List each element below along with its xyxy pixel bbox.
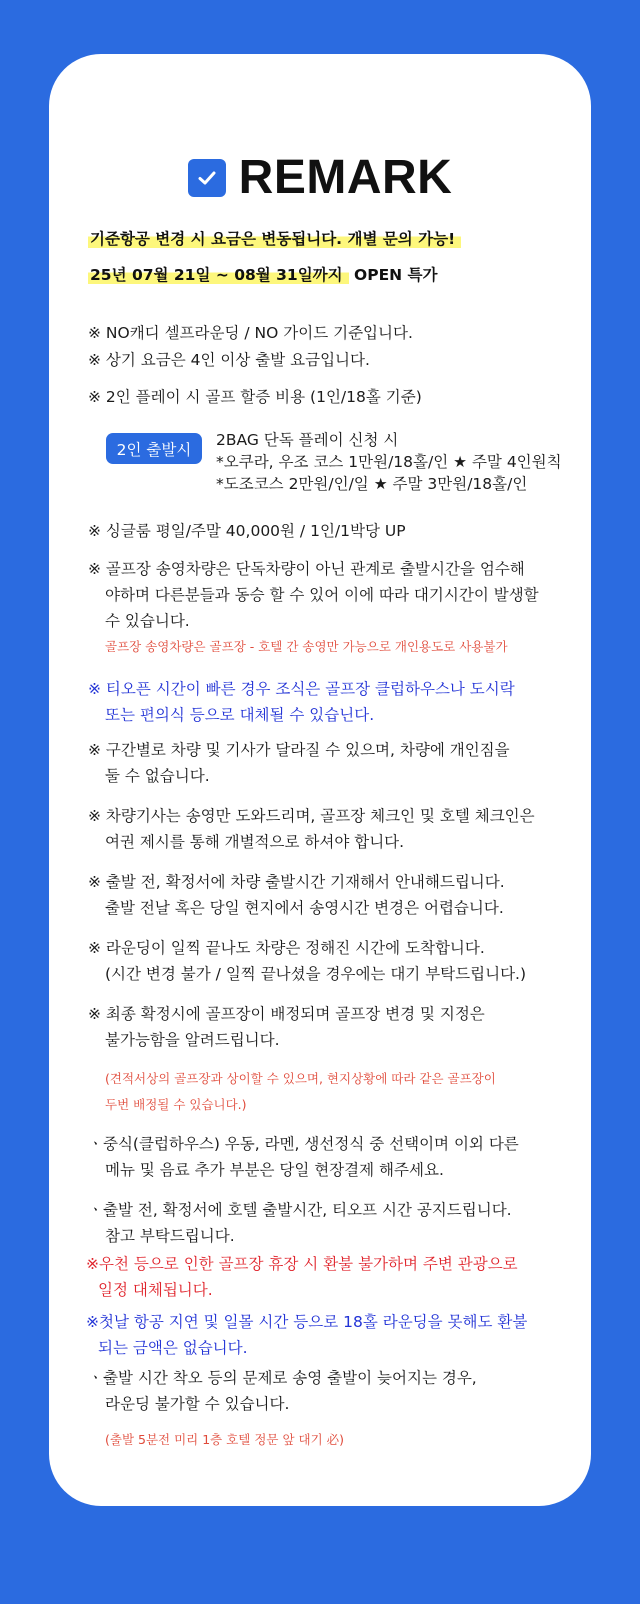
notice-open-special: 25년 07월 21일 ~ 08월 31일까지 OPEN 특가 [90,266,438,284]
two-person-line: *오쿠라, 우조 코스 1만원/18홀/인 ★ 주말 4인원칙 [216,453,562,471]
note-shuttle: 야하며 다른분들과 동승 할 수 있어 이에 따라 대기시간이 발생할 [105,586,539,604]
note-lunch: 메뉴 및 음료 추가 부분은 당일 현장결제 해주세요. [105,1161,444,1179]
page-title: REMARK [238,151,453,204]
note-flight-delay: 되는 금액은 없습니다. [98,1339,248,1357]
note-late-departure: 라운딩 불가할 수 있습니다. [105,1395,290,1413]
notice-fare-change: 기준항공 변경 시 요금은 변동됩니다. 개별 문의 가능! [88,227,461,249]
note-driver: 여권 제시를 통해 개별적으로 하셔야 합니다. [105,833,405,851]
note-driver: ※ 차량기사는 송영만 도와드리며, 골프장 체크인 및 호텔 체크인은 [88,807,535,825]
note-breakfast: 또는 편의식 등으로 대체될 수 있습닌다. [105,706,375,724]
note-rounding-early: ※ 라운딩이 일찍 끝나도 차량은 정해진 시간에 도착합니다. [88,939,485,957]
note-shuttle: ※ 골프장 송영차량은 단독차량이 아닌 관계로 출발시간을 엄수해 [88,560,525,578]
note-vehicle: ※ 구간별로 차량 및 기사가 달라질 수 있으며, 차량에 개인짐을 [88,741,510,759]
note-breakfast: ※ 티오픈 시간이 빠른 경우 조식은 골프장 클럽하우스나 도시락 [88,680,515,698]
note-course-assign-sub: (견적서상의 골프장과 상이할 수 있으며, 현지상황에 따라 같은 골프장이 [105,1071,496,1086]
note-departure-time: ※ 출발 전, 확정서에 차량 출발시간 기재해서 안내해드립니다. [88,873,505,891]
two-person-line: 2BAG 단독 플레이 신청 시 [216,431,399,449]
note-single-room: ※ 싱글룸 평일/주말 40,000원 / 1인/1박당 UP [88,522,406,540]
note-course-assign: 불가능함을 알려드립니다. [105,1031,280,1049]
two-person-badge: 2인 출발시 [106,433,202,464]
note-course-assign-sub: 두번 배정될 수 있습니다.) [105,1097,247,1112]
note-four-person: ※ 상기 요금은 4인 이상 출발 요금입니다. [88,351,370,369]
note-vehicle: 둘 수 없습니다. [105,767,210,785]
header [0,150,640,205]
note-flight-delay: ※첫날 항공 지연 및 일몰 시간 등으로 18홀 라운딩을 못해도 환불 [86,1313,528,1331]
note-hotel-time: ㆍ출발 전, 확정서에 호텔 출발시간, 티오프 시간 공지드립니다. [88,1201,512,1219]
note-late-departure-sub: (출발 5분전 미리 1층 호텔 정문 앞 대기 必) [105,1432,344,1447]
note-rain-refund: ※우천 등으로 인한 골프장 휴장 시 환불 불가하며 주변 관광으로 [86,1255,518,1273]
note-late-departure: ㆍ출발 시간 착오 등의 문제로 송영 출발이 늦어지는 경우, [88,1369,477,1387]
note-course-assign: ※ 최종 확정시에 골프장이 배정되며 골프장 변경 및 지정은 [88,1005,485,1023]
note-rain-refund: 일정 대체됩니다. [98,1281,213,1299]
note-shuttle: 수 있습니다. [105,612,190,630]
checkbox-check-icon [188,159,226,197]
note-hotel-time: 참고 부탁드립니다. [105,1227,235,1245]
note-two-player: ※ 2인 플레이 시 골프 할증 비용 (1인/18홀 기준) [88,388,422,406]
note-rounding-early: (시간 변경 불가 / 일찍 끝나셨을 경우에는 대기 부탁드립니다.) [105,965,527,983]
note-lunch: ㆍ중식(클럽하우스) 우동, 라멘, 생선정식 중 선택이며 이외 다른 [88,1135,519,1153]
note-departure-time: 출발 전날 혹은 당일 현지에서 송영시간 변경은 어렵습니다. [105,899,504,917]
two-person-line: *도조코스 2만원/인/일 ★ 주말 3만원/18홀/인 [216,475,528,493]
note-no-caddy: ※ NO캐디 셀프라운딩 / NO 가이드 기준입니다. [88,324,413,342]
note-shuttle-sub: 골프장 송영차량은 골프장 - 호텔 간 송영만 가능으로 개인용도로 사용불가 [105,639,508,654]
